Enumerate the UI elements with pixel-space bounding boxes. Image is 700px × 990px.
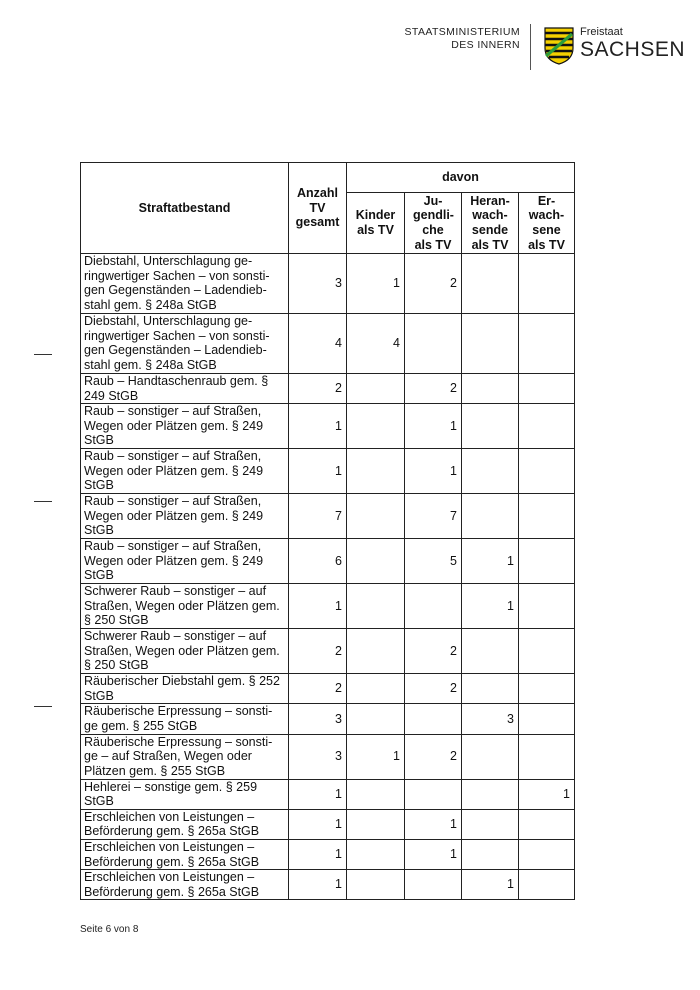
header-straftatbestand: Straftatbestand xyxy=(81,163,289,254)
row-description: Schwerer Raub – sonstiger – auf Straßen, Wegen oder Plätzen gem. § 250 StGB xyxy=(81,629,289,674)
cell-erwachsene xyxy=(519,404,575,449)
header-kinder-text: Kinder als TV xyxy=(355,208,396,237)
cell-kinder xyxy=(347,449,405,494)
cell-erwachsene xyxy=(519,734,575,779)
row-description: Raub – sonstiger – auf Straßen, Wegen oder Plätzen gem. § 249 StGB xyxy=(81,449,289,494)
cell-jugendliche: 1 xyxy=(405,449,462,494)
cell-gesamt: 1 xyxy=(289,449,347,494)
cell-gesamt: 1 xyxy=(289,584,347,629)
cell-jugendliche: 1 xyxy=(405,839,462,869)
cell-gesamt: 1 xyxy=(289,779,347,809)
table-row xyxy=(81,734,575,779)
row-description: Raub – Handtaschenraub gem. § 249 StGB xyxy=(81,374,289,404)
header-erwachsene xyxy=(519,193,575,254)
cell-kinder: 1 xyxy=(347,254,405,314)
cell-erwachsene: 1 xyxy=(519,779,575,809)
row-description: Raub – sonstiger – auf Straßen, Wegen oder Plätzen gem. § 249 StGB xyxy=(81,539,289,584)
cell-heranwachsende: 3 xyxy=(462,704,519,734)
ministry-name xyxy=(320,26,520,52)
cell-jugendliche: 2 xyxy=(405,374,462,404)
cell-jugendliche: 2 xyxy=(405,629,462,674)
table-body xyxy=(81,254,575,900)
cell-gesamt: 1 xyxy=(289,839,347,869)
margin-mark xyxy=(34,354,52,355)
cell-heranwachsende xyxy=(462,374,519,404)
cell-heranwachsende xyxy=(462,779,519,809)
cell-gesamt: 2 xyxy=(289,674,347,704)
cell-gesamt: 4 xyxy=(289,314,347,374)
header-anzahl-text: Anzahl TV gesamt xyxy=(295,186,340,230)
header-heranwachsende xyxy=(462,193,519,254)
table-row xyxy=(81,539,575,584)
cell-erwachsene xyxy=(519,704,575,734)
cell-kinder xyxy=(347,779,405,809)
cell-heranwachsende xyxy=(462,734,519,779)
cell-gesamt: 3 xyxy=(289,254,347,314)
cell-erwachsene xyxy=(519,629,575,674)
cell-heranwachsende xyxy=(462,494,519,539)
row-description: Erschleichen von Leistungen – Beförderung gem. § 265a StGB xyxy=(81,870,289,900)
cell-kinder xyxy=(347,494,405,539)
ministry-line-1: STAATSMINISTERIUM xyxy=(404,26,520,38)
cell-heranwachsende: 1 xyxy=(462,870,519,900)
cell-jugendliche: 2 xyxy=(405,254,462,314)
cell-erwachsene xyxy=(519,674,575,704)
cell-heranwachsende xyxy=(462,449,519,494)
cell-heranwachsende xyxy=(462,254,519,314)
table-row xyxy=(81,809,575,839)
row-description: Räuberische Erpressung – sonsti-ge gem. § 255 StGB xyxy=(81,704,289,734)
cell-kinder xyxy=(347,539,405,584)
page-number: Seite 6 von 8 xyxy=(80,924,139,935)
cell-kinder: 4 xyxy=(347,314,405,374)
cell-jugendliche xyxy=(405,779,462,809)
cell-jugendliche: 7 xyxy=(405,494,462,539)
cell-erwachsene xyxy=(519,539,575,584)
cell-gesamt: 3 xyxy=(289,704,347,734)
header-divider xyxy=(530,24,531,70)
table-row xyxy=(81,674,575,704)
header-heranwachsende-text: Heran-wach-sende als TV xyxy=(470,193,510,252)
cell-erwachsene xyxy=(519,870,575,900)
crime-statistics-table xyxy=(80,162,575,900)
margin-mark xyxy=(34,706,52,707)
table-row xyxy=(81,494,575,539)
cell-heranwachsende: 1 xyxy=(462,539,519,584)
cell-heranwachsende xyxy=(462,314,519,374)
state-label-small: Freistaat xyxy=(580,26,623,38)
cell-gesamt: 1 xyxy=(289,809,347,839)
cell-kinder xyxy=(347,809,405,839)
row-description: Räuberische Erpressung – sonsti-ge – auf Straßen, Wegen oder Plätzen gem. § 255 StGB xyxy=(81,734,289,779)
cell-gesamt: 2 xyxy=(289,629,347,674)
header-anzahl-gesamt xyxy=(289,163,347,254)
table-row xyxy=(81,779,575,809)
cell-erwachsene xyxy=(519,374,575,404)
table-row xyxy=(81,629,575,674)
table-row xyxy=(81,704,575,734)
cell-gesamt: 7 xyxy=(289,494,347,539)
cell-jugendliche xyxy=(405,870,462,900)
cell-kinder xyxy=(347,674,405,704)
cell-heranwachsende xyxy=(462,839,519,869)
margin-mark xyxy=(34,501,52,502)
cell-jugendliche: 1 xyxy=(405,404,462,449)
cell-jugendliche: 5 xyxy=(405,539,462,584)
row-description: Erschleichen von Leistungen – Beförderung gem. § 265a StGB xyxy=(81,839,289,869)
table-row xyxy=(81,584,575,629)
row-description: Schwerer Raub – sonstiger – auf Straßen, Wegen oder Plätzen gem. § 250 StGB xyxy=(81,584,289,629)
table-row xyxy=(81,404,575,449)
cell-erwachsene xyxy=(519,809,575,839)
cell-kinder xyxy=(347,374,405,404)
cell-erwachsene xyxy=(519,839,575,869)
table-row xyxy=(81,839,575,869)
cell-gesamt: 1 xyxy=(289,870,347,900)
cell-heranwachsende xyxy=(462,674,519,704)
header-davon: davon xyxy=(347,163,575,193)
cell-erwachsene xyxy=(519,314,575,374)
row-description: Räuberischer Diebstahl gem. § 252 StGB xyxy=(81,674,289,704)
cell-kinder xyxy=(347,584,405,629)
cell-heranwachsende xyxy=(462,809,519,839)
table-row xyxy=(81,449,575,494)
row-description: Diebstahl, Unterschlagung ge-ringwertiger Sachen – von sonsti-gen Gegenständen – Ladendieb-stahl gem. § 248a StGB xyxy=(81,314,289,374)
cell-jugendliche xyxy=(405,704,462,734)
cell-erwachsene xyxy=(519,584,575,629)
row-description: Hehlerei – sonstige gem. § 259 StGB xyxy=(81,779,289,809)
cell-jugendliche: 2 xyxy=(405,734,462,779)
cell-heranwachsende: 1 xyxy=(462,584,519,629)
letterhead xyxy=(0,20,700,80)
table-row xyxy=(81,254,575,314)
cell-gesamt: 1 xyxy=(289,404,347,449)
cell-kinder xyxy=(347,629,405,674)
cell-heranwachsende xyxy=(462,629,519,674)
table-row xyxy=(81,374,575,404)
saxony-crest-icon xyxy=(543,26,575,66)
state-label-big: SACHSEN xyxy=(580,38,686,61)
cell-erwachsene xyxy=(519,254,575,314)
header-jugendliche-text: Ju-gendli-che als TV xyxy=(413,193,454,252)
cell-kinder xyxy=(347,839,405,869)
row-description: Raub – sonstiger – auf Straßen, Wegen oder Plätzen gem. § 249 StGB xyxy=(81,494,289,539)
cell-erwachsene xyxy=(519,494,575,539)
header-jugendliche xyxy=(405,193,462,254)
cell-gesamt: 6 xyxy=(289,539,347,584)
header-kinder xyxy=(347,193,405,254)
cell-gesamt: 2 xyxy=(289,374,347,404)
cell-kinder xyxy=(347,870,405,900)
cell-jugendliche xyxy=(405,584,462,629)
row-description: Raub – sonstiger – auf Straßen, Wegen oder Plätzen gem. § 249 StGB xyxy=(81,404,289,449)
header-erwachsene-text: Er-wach-sene als TV xyxy=(528,193,565,252)
cell-jugendliche: 1 xyxy=(405,809,462,839)
cell-jugendliche: 2 xyxy=(405,674,462,704)
row-description: Erschleichen von Leistungen – Beförderung gem. § 265a StGB xyxy=(81,809,289,839)
cell-kinder xyxy=(347,404,405,449)
cell-kinder: 1 xyxy=(347,734,405,779)
table-row xyxy=(81,314,575,374)
table-row xyxy=(81,870,575,900)
cell-heranwachsende xyxy=(462,404,519,449)
cell-jugendliche xyxy=(405,314,462,374)
row-description: Diebstahl, Unterschlagung ge-ringwertiger Sachen – von sonsti-gen Gegenständen – Ladendieb-stahl gem. § 248a StGB xyxy=(81,254,289,314)
ministry-line-2: DES INNERN xyxy=(451,39,520,51)
cell-kinder xyxy=(347,704,405,734)
cell-gesamt: 3 xyxy=(289,734,347,779)
cell-erwachsene xyxy=(519,449,575,494)
